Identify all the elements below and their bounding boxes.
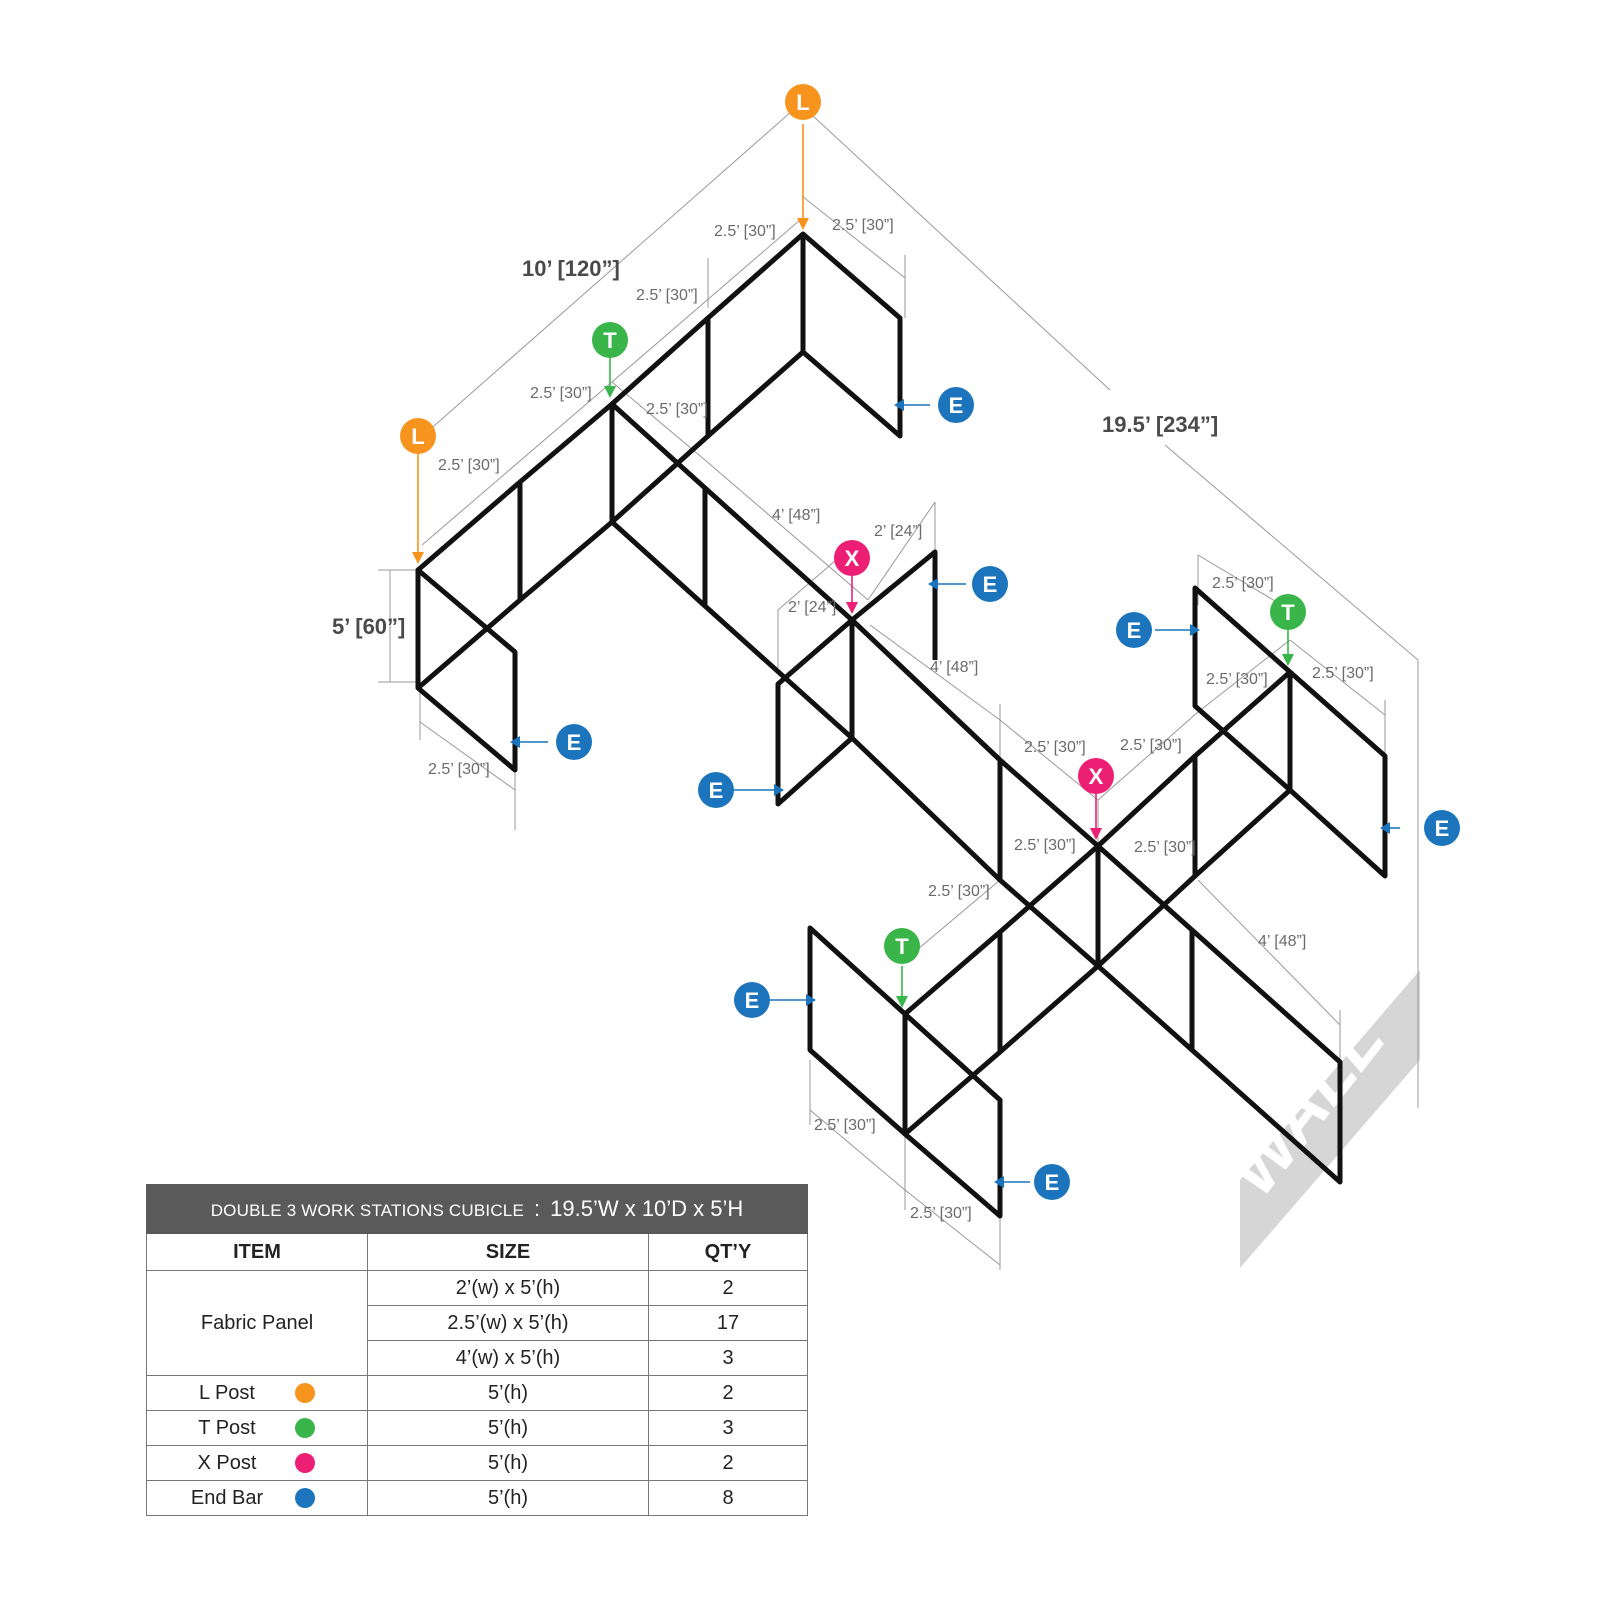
table-header-row [147,1234,808,1271]
panel-frame [778,620,852,804]
size-cell: 5’(h) [368,1446,649,1481]
column-header-item: ITEM [147,1234,368,1271]
wall-label: WALL [1211,999,1401,1210]
t-post-marker [884,928,920,964]
size-cell: 2’(w) x 5’(h) [368,1271,649,1306]
panel-dim-label: 2.5’ [30”] [438,457,500,474]
panel-frame [1000,760,1098,966]
qty-cell: 3 [649,1341,808,1376]
table-title-main: DOUBLE 3 WORK STATIONS CUBICLE [210,1201,524,1220]
qty-cell: 8 [649,1481,808,1516]
panel-dim-label: 2.5’ [30”] [1024,739,1086,756]
panel-frame [418,570,515,770]
marker-letter: E [948,393,964,418]
marker-letter: E [982,572,998,597]
height-label: 5’ [60”] [332,614,406,639]
end-bar-marker [938,387,974,423]
qty-cell: 2 [649,1376,808,1411]
overall-width-label: 19.5’ [234”] [1102,412,1219,437]
column-header-qty: QT’Y [649,1234,808,1271]
panel-dim-label: 4’ [48”] [772,507,821,524]
marker-letter: E [744,988,760,1013]
marker-letter: L [796,90,810,115]
end-bar-dot-icon [295,1488,315,1508]
l-post-marker [400,418,436,454]
x-post-marker [1078,758,1114,794]
wall [1212,970,1420,1268]
column-header-size: SIZE [368,1234,649,1271]
panel-dim-label: 2.5’ [30”] [832,217,894,234]
panel-frames [418,234,1385,1216]
marker-letter: T [895,934,909,959]
spec-table [146,1184,808,1516]
marker-letter: E [1044,1170,1060,1195]
end-bar-marker [734,982,770,1018]
size-cell: 5’(h) [368,1481,649,1516]
table-row [147,1376,808,1411]
overall-depth-label: 10’ [120”] [522,256,620,281]
panel-frame [708,234,803,436]
item-label: End Bar [190,1486,264,1509]
panel-dim-label: 2.5’ [30”] [1212,575,1274,592]
marker-letter: E [1434,816,1450,841]
marker-letter: X [1088,764,1104,789]
panel-dim-label: 2.5’ [30”] [428,761,490,778]
table-title-dims: 19.5’W x 10’D x 5’H [550,1196,744,1221]
t-post-item [147,1411,368,1446]
post-markers [400,84,1460,1200]
panel-dim-label: 4’ [48”] [1258,933,1307,950]
panel-dim-label: 2.5’ [30”] [928,883,990,900]
end-bar-marker [1034,1164,1070,1200]
panel-dim-label: 2.5’ [30”] [814,1117,876,1134]
marker-letter: E [1126,618,1142,643]
l-post-dot-icon [295,1383,315,1403]
l-post-marker [785,84,821,120]
table-row [147,1271,808,1306]
marker-letter: T [603,328,617,353]
l-post-item [147,1376,368,1411]
panel-frame [1098,846,1192,1050]
panel-dim-label: 2.5’ [30”] [1312,665,1374,682]
item-label: T Post [198,1416,256,1439]
t-post-dot-icon [295,1418,315,1438]
table-title-separator: : [534,1196,541,1221]
table-row [147,1481,808,1516]
qty-cell: 17 [649,1306,808,1341]
end-bar-item [147,1481,368,1516]
end-bar-marker [698,772,734,808]
x-post-marker [834,540,870,576]
panel-dim-label: 2.5’ [30”] [530,385,592,402]
panel-dim-label: 2.5’ [30”] [1120,737,1182,754]
marker-letter: E [708,778,724,803]
panel-frame [1290,672,1385,876]
panel-frame [803,234,900,436]
panel-dim-label: 2.5’ [30”] [646,401,708,418]
panel-dim-label: 2.5’ [30”] [636,287,698,304]
size-cell: 4’(w) x 5’(h) [368,1341,649,1376]
fabric-panel-label: Fabric Panel [147,1271,368,1376]
panel-frame [520,404,612,600]
item-label: L Post [199,1381,255,1404]
panel-dim-label: 2.5’ [30”] [1014,837,1076,854]
panel-dim-label: 2.5’ [30”] [714,223,776,240]
end-bar-marker [1424,810,1460,846]
panel-dim-label: 2.5’ [30”] [910,1205,972,1222]
table-title [147,1185,808,1234]
marker-letter: E [566,730,582,755]
size-cell: 2.5’(w) x 5’(h) [368,1306,649,1341]
x-post-dot-icon [295,1453,315,1473]
panel-frame [905,1014,1000,1216]
panel-dim-label: 2’ [24”] [874,523,923,540]
end-bar-marker [556,724,592,760]
marker-letter: X [844,546,860,571]
qty-cell: 3 [649,1411,808,1446]
qty-cell: 2 [649,1271,808,1306]
table-row [147,1411,808,1446]
panel-dim-label: 2’ [24”] [788,599,837,616]
marker-letter: L [411,424,425,449]
item-label: X Post [197,1451,257,1474]
t-post-marker [1270,594,1306,630]
t-post-marker [592,322,628,358]
size-cell: 5’(h) [368,1411,649,1446]
panel-dim-label: 2.5’ [30”] [1134,839,1196,856]
panel-frame [905,932,1000,1134]
end-bar-marker [1116,612,1152,648]
table-title-row [147,1185,808,1234]
panel-frame [612,404,705,606]
table-row [147,1446,808,1481]
panel-dim-label: 4’ [48”] [930,659,979,676]
marker-letter: T [1281,600,1295,625]
x-post-item [147,1446,368,1481]
panel-frame [1000,846,1098,1052]
panel-dim-label: 2.5’ [30”] [1206,671,1268,688]
qty-cell: 2 [649,1446,808,1481]
size-cell: 5’(h) [368,1376,649,1411]
end-bar-marker [972,566,1008,602]
